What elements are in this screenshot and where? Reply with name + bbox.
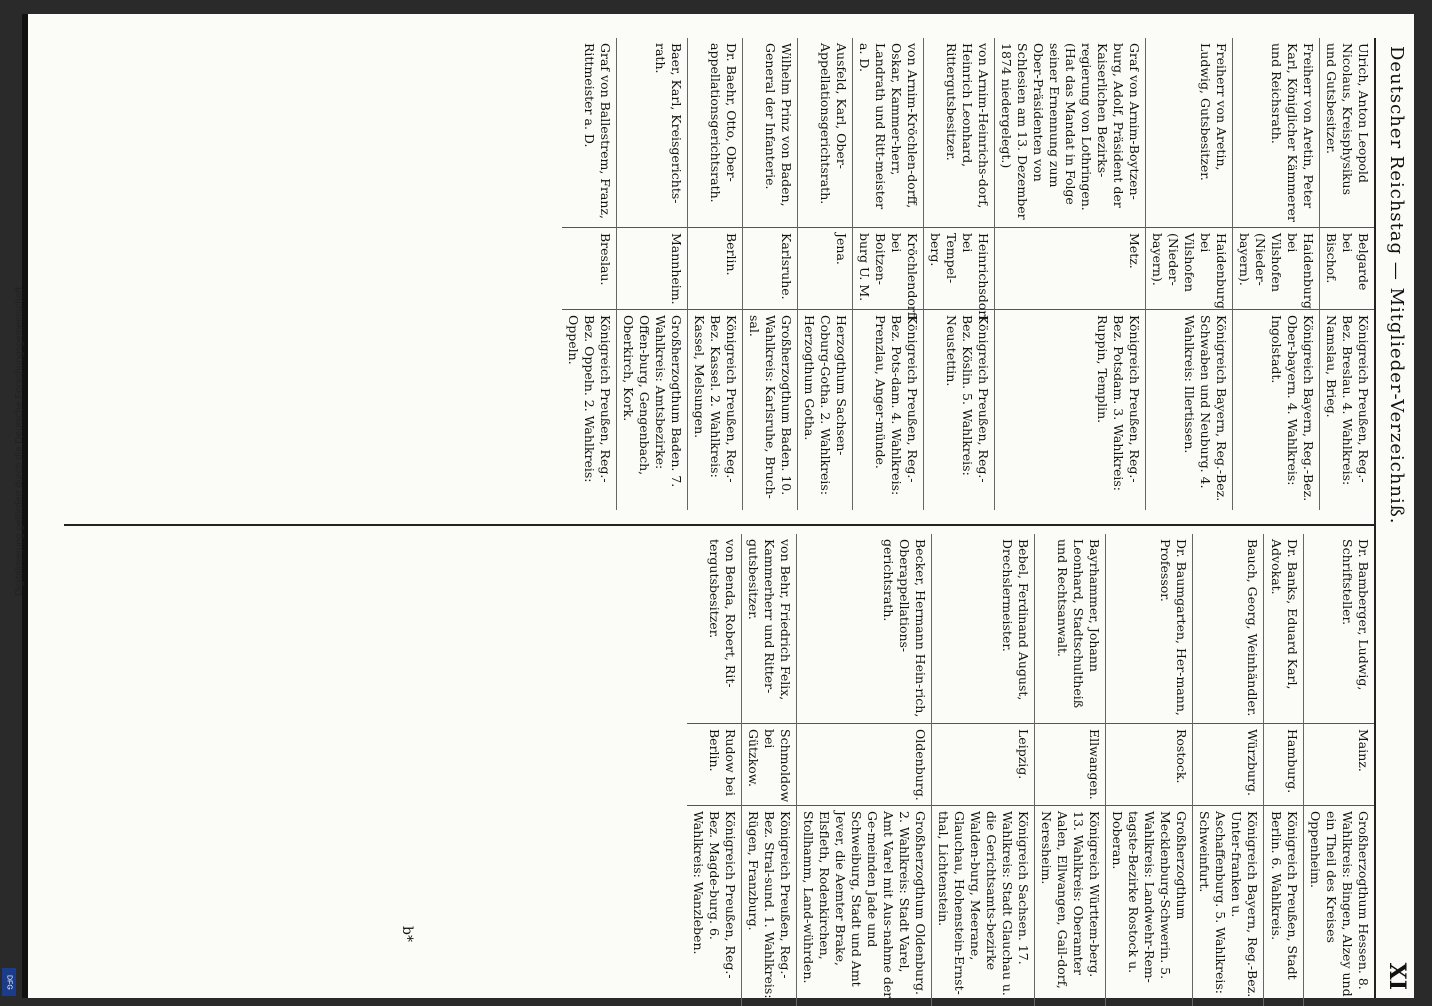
member-name: von Benda, Robert, Rit-tergutsbesitzer. <box>687 534 741 724</box>
page-number: XI <box>1384 962 1410 990</box>
member-entry <box>687 534 741 1006</box>
member-entry <box>1263 534 1303 1006</box>
member-entry <box>742 38 797 510</box>
member-name: Freiherr von Aretin, Peter Karl, Königlicher Kämmerer und Reichsrath. <box>1233 38 1319 228</box>
member-name: Dr. Banks, Eduard Karl, Advokat. <box>1264 534 1303 724</box>
member-residence: Leipzig. <box>932 724 1034 806</box>
member-constituency: Königreich Bayern, Reg.-Bez. Unter-franken u. Aschaffenburg. 5. Wahlkreis: Schweinfurt. <box>1197 811 1260 998</box>
column-divider <box>64 524 1374 526</box>
page-footer <box>399 926 418 942</box>
member-constituency: Königreich Preußen, Reg.-Bez. Potsdam. 3. Wahlkreis: Ruppin, Templin. <box>1095 315 1142 491</box>
member-residence: Würzburg. <box>1193 724 1263 806</box>
member-constituency: Großherzogthum Mecklenburg-Schwerin. 5. Wahlkreis: Landwehr-Rem-tagste-Bezirke Rostock u. Doberan. <box>1110 811 1189 983</box>
member-entry <box>796 534 931 1006</box>
member-entry <box>687 38 742 510</box>
member-entry <box>797 38 852 510</box>
member-constituency: Großherzogthum Oldenburg. 2. Wahlkreis: Stadt Varel, Amt Varel mit Aus-nahme der Ge-meinden Jade und Schweiburg, Stadt und Amt Jever, die Aemter Brake, Elsfleth, Rodenkirchen, Stollhamm, Land-wührden. <box>801 811 928 999</box>
member-constituency: Königreich Preußen, Reg.-Bez. Magde-burg. 6. Wahlkreis: Wanzleben. <box>691 811 738 979</box>
member-name: Bebel, Ferdinand August, Drechslermeister. <box>932 534 1034 724</box>
member-constituency: Großherzogthum Hessen. 8. Wahlkreis: Bingen, Alzey und ein Theil des Kreises Oppenheim. <box>1308 811 1371 997</box>
member-name: Dr. Baumgarten, Her-mann, Professor. <box>1106 534 1192 724</box>
member-constituency: Großherzogthum Baden. 10. Wahlkreis: Karlsruhe, Bruch-sal. <box>747 315 794 499</box>
member-residence: Berlin. <box>688 228 742 310</box>
member-column-right <box>64 534 1374 1006</box>
member-residence: Metz. <box>995 228 1145 310</box>
member-name: Graf von Arnim-Boytzen-burg, Adolf, Präsident der Kaiserlichen Bezirks-regierung von Lothringen. (Hat das Mandat in Folge seiner Ernennung zum Ober-Präsidenten von Schlesien am 13. Dezember 1874 niedergelegt.) <box>995 38 1145 228</box>
page-title: Deutscher Reichstag — Mitglieder-Verzeichniß. <box>1386 46 1408 525</box>
member-constituency: Königreich Preußen, Reg.-Bez. Köslin. 5. Wahlkreis: Neustettin. <box>944 315 991 483</box>
member-residence: Rudow bei Berlin. <box>687 724 741 806</box>
member-residence: Oldenburg. <box>797 724 931 806</box>
page-header <box>1374 38 1418 998</box>
member-name: Ulrich, Anton Leopold Nicolaus, Kreisphysikus und Gutsbesitzer. <box>1320 38 1374 228</box>
member-name: Graf von Ballestrem, Franz, Rittmeister a. D. <box>562 38 616 228</box>
member-constituency: Königreich Bayern, Reg.-Bez. Schwaben und Neuburg. 4. Wahlkreis: Illertissen. <box>1182 315 1229 502</box>
member-constituency: Königreich Preußen, Reg.-Bez. Oppeln. 2. Wahlkreis: Oppeln. <box>566 315 613 483</box>
member-name: Freiherr von Aretin, Ludwig, Gutsbesitzer. <box>1146 38 1232 228</box>
member-entry <box>616 38 687 510</box>
member-residence: Belgarde bei Bischof. <box>1320 228 1374 310</box>
member-name: von Behr, Friedrich Felix, Kammerherr und Ritter-gutsbesitzer. <box>742 534 796 724</box>
member-entry <box>1192 534 1263 1006</box>
member-entry <box>1232 38 1319 510</box>
member-residence: Rostock. <box>1106 724 1192 806</box>
member-residence: Mannheim. <box>617 228 687 310</box>
member-residence: Karlsruhe. <box>743 228 797 310</box>
member-residence: Haidenburg bei Vilshofen (Nieder-bayern). <box>1146 228 1232 310</box>
member-entry <box>562 38 616 510</box>
member-constituency: Königreich Preußen, Stadt Berlin. 6. Wahlkreis. <box>1269 811 1300 980</box>
member-residence: Jena. <box>798 228 852 310</box>
member-name: Dr. Bamberger, Ludwig, Schriftsteller. <box>1304 534 1374 724</box>
member-constituency: Königreich Preußen, Reg.-Bez. Pots-dam. 4. Wahlkreis: Prenzlau, Anger-münde. <box>873 315 920 496</box>
member-name: Ausfeld, Karl, Ober-Appellationsgerichtsrath. <box>798 38 852 228</box>
member-entry <box>1105 534 1192 1006</box>
signature-mark: b* <box>399 926 415 942</box>
member-entry <box>1145 38 1232 510</box>
member-constituency: Königreich Sachsen. 17. Wahlkreis: Stadt Glauchau u. die Gerichtsamts-bezirke Walden-burg, Meerane, Glauchau, Hohenstein-Ernst-thal, Lichtenstein. <box>936 811 1031 996</box>
member-residence: Kröchlendorff bei Boitzen-burg U. M. <box>853 228 923 310</box>
member-residence: Haidenburg bei Vilshofen (Nieder-bayern). <box>1233 228 1319 310</box>
member-entry <box>994 38 1145 510</box>
member-entry <box>1303 534 1374 1006</box>
member-residence: Ellwangen. <box>1035 724 1105 806</box>
member-constituency: Königreich Preußen, Reg.-Bez. Breslau. 4. Wahlkreis: Namslau, Brieg. <box>1324 315 1371 486</box>
member-name: Wilhelm Prinz von Baden, General der Infanterie. <box>743 38 797 228</box>
member-residence: Mainz. <box>1304 724 1374 806</box>
scanned-page <box>22 14 1414 998</box>
member-constituency: Königreich Preußen, Reg.-Bez. Stral-sund. 1. Wahlkreis: Rügen, Franzburg. <box>746 811 793 999</box>
member-name: Bauch, Georg, Weinhändler. <box>1193 534 1263 724</box>
member-entry <box>852 38 923 510</box>
member-column-left <box>64 38 1374 510</box>
member-residence: Schmoldow bei Gützkow. <box>742 724 796 806</box>
member-name: von Arnim-Heinrichs-dorf, Heinrich Leonhard, Rittergutsbesitzer. <box>924 38 994 228</box>
member-constituency: Königreich Preußen, Reg.-Bez. Kassel. 2. Wahlkreis: Kassel, Melsungen. <box>692 315 739 483</box>
dfg-logo-icon: DFG <box>2 968 16 996</box>
member-name: Dr. Baehr, Otto, Ober-appellationsgerichtsrath. <box>688 38 742 228</box>
member-constituency: Königreich Bayern, Reg.-Bez. Ober-bayern. 4. Wahlkreis: Ingolstadt. <box>1269 315 1316 502</box>
member-name: Becker, Hermann Hein-rich, Oberappellations-gerichtsrath. <box>797 534 931 724</box>
member-name: Baer, Karl, Kreisgerichts-rath. <box>617 38 687 228</box>
member-entry <box>1034 534 1105 1006</box>
member-name: Bayrhammer, Johann Leonhard, Stadtschultheiß und Rechtsanwalt. <box>1035 534 1105 724</box>
member-entry <box>1319 38 1374 510</box>
member-residence: Heinrichsdorf bei Tempel-berg. <box>924 228 994 310</box>
member-constituency: Königreich Württem-berg. 13. Wahlkreis: Oberamter Aalen, Ellwangen, Gail-dorf, Neresheim. <box>1039 811 1102 989</box>
member-entry <box>931 534 1034 1006</box>
member-constituency: Großherzogthum Baden. 7. Wahlkreis: Amtsbezirke: Offen-burg, Gengenbach, Oberkirch, Kork. <box>621 315 684 488</box>
member-residence: Breslau. <box>562 228 616 310</box>
member-constituency: Herzogthum Sachsen-Coburg-Gotha. 2. Wahlkreis: Herzogthum Gotha. <box>802 315 849 496</box>
member-entry <box>923 38 994 510</box>
digitization-caption: Digitalisierung gefördert durch die Deutsche Forschungsgemeinschaft <box>14 286 25 596</box>
member-entry <box>741 534 796 1006</box>
rotated-page-content <box>52 38 1418 998</box>
member-residence: Hamburg. <box>1264 724 1303 806</box>
member-name: von Arnim-Kröchlen-dorff, Oskar, Kammer-herr, Landrath und Ritt-meister a. D. <box>853 38 923 228</box>
